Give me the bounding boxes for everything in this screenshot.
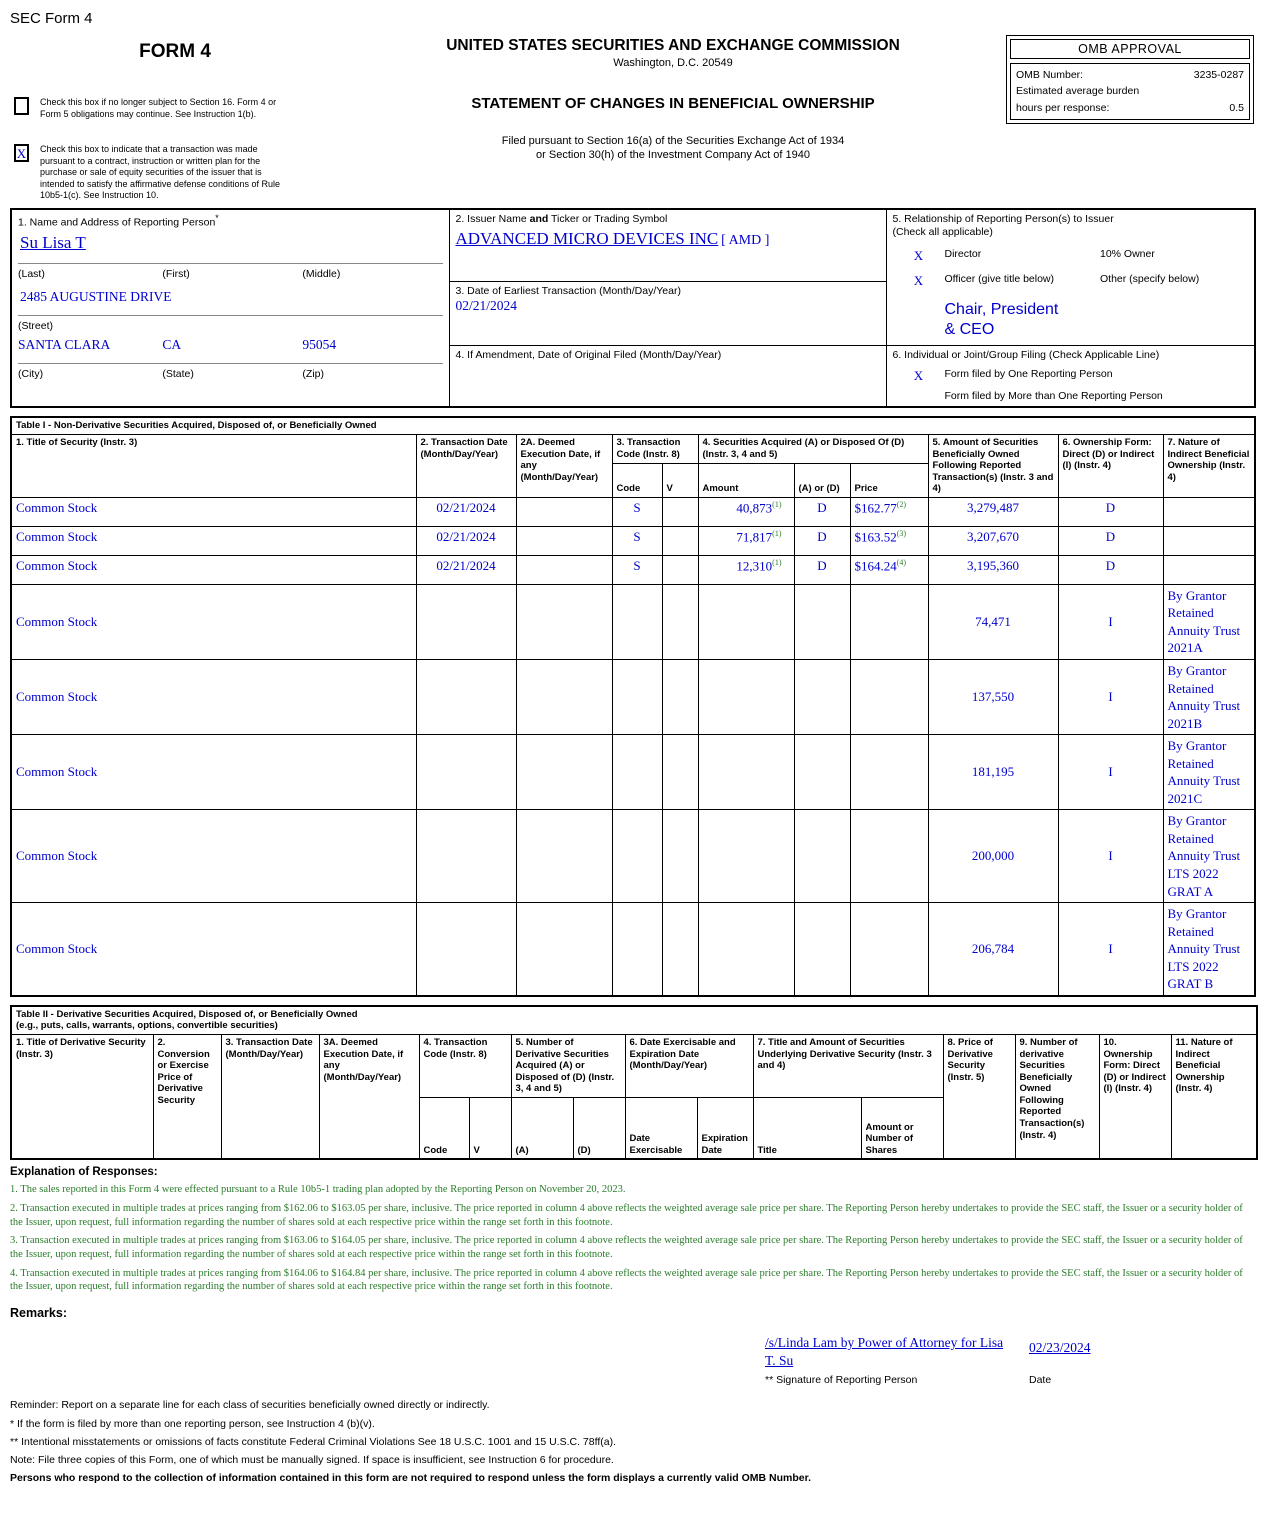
star-note: * If the form is filed by more than one reporting person, see Instruction 4 (b)(v).	[10, 1417, 375, 1430]
th-deriv-a: (A)	[511, 1097, 573, 1159]
owned-following: 74,471	[928, 584, 1058, 659]
owned-following: 3,279,487	[928, 497, 1058, 526]
ownership-form: I	[1058, 903, 1163, 996]
price	[850, 660, 928, 735]
table-row	[11, 735, 1255, 810]
city-value: SANTA CLARA	[18, 337, 111, 353]
section16-checkbox[interactable]	[14, 97, 29, 115]
reporting-person-cell	[11, 209, 449, 408]
omb-number-label: OMB Number:	[1016, 69, 1084, 81]
th-deriv-transaction-code: 4. Transaction Code (Instr. 8)	[419, 1035, 511, 1098]
security-title: Common Stock	[11, 660, 416, 735]
zip-label: (Zip)	[302, 368, 324, 381]
last-label: (Last)	[18, 268, 45, 281]
amount: 40,873$^{(1)}$	[698, 497, 794, 526]
a-or-d	[794, 584, 850, 659]
code-v	[662, 526, 698, 555]
ticker-symbol: AMD	[728, 232, 762, 248]
one-person-checkbox[interactable]: X	[913, 368, 924, 384]
price	[850, 903, 928, 996]
filing-type-cell	[886, 346, 1255, 408]
director-checkbox[interactable]: X	[913, 247, 924, 263]
amount	[698, 903, 794, 996]
transaction-date	[416, 903, 516, 996]
transaction-date	[416, 735, 516, 810]
th-deemed-execution-date: 2A. Deemed Execution Date, if any (Month/Day/Year)	[516, 434, 612, 497]
transaction-date: 02/21/2024	[416, 497, 516, 526]
a-or-d: D	[794, 497, 850, 526]
transaction-date	[416, 660, 516, 735]
header-left-column	[10, 31, 340, 202]
table1-title: Table I - Non-Derivative Securities Acquired, Disposed of, or Beneficially Owned	[11, 417, 1255, 434]
ownership-form: I	[1058, 660, 1163, 735]
reporting-person-name-link[interactable]: Su Lisa T	[20, 233, 86, 253]
transaction-code: S	[612, 497, 662, 526]
form-header	[10, 31, 1254, 202]
street-value: 2485 AUGUSTINE DRIVE	[20, 289, 172, 305]
remarks-heading: Remarks:	[10, 1305, 67, 1320]
city-label: (City)	[18, 368, 44, 381]
security-title: Common Stock	[11, 555, 416, 584]
table-row	[11, 555, 1255, 584]
reporting-person-label: 1. Name and Address of Reporting Person*	[18, 212, 219, 229]
omb-number-value: 3235-0287	[1193, 69, 1244, 81]
zip-value: 95054	[302, 337, 337, 353]
th-deriv-d: (D)	[573, 1097, 625, 1159]
filing-type-label: 6. Individual or Joint/Group Filing (Check Applicable Line)	[892, 349, 1160, 362]
nature-indirect: By Grantor Retained Annuity Trust 2021A	[1163, 584, 1255, 659]
ownership-form: I	[1058, 584, 1163, 659]
signature-label: ** Signature of Reporting Person	[765, 1374, 918, 1387]
a-or-d	[794, 660, 850, 735]
more-person-label: Form filed by More than One Reporting Person	[944, 390, 1163, 403]
nature-indirect: By Grantor Retained Annuity Trust LTS 2022 GRAT B	[1163, 903, 1255, 996]
statement-title: STATEMENT OF CHANGES IN BENEFICIAL OWNERSHIP	[471, 95, 875, 112]
th-securities-acquired-disposed: 4. Securities Acquired (A) or Disposed Of (D) (Instr. 3, 4 and 5)	[698, 434, 928, 463]
deemed-date	[516, 497, 612, 526]
th-v: V	[662, 463, 698, 497]
th-deriv-price: 8. Price of Derivative Security (Instr. 5)	[943, 1035, 1015, 1160]
transaction-code: S	[612, 555, 662, 584]
relationship-cell	[886, 209, 1255, 346]
amount	[698, 660, 794, 735]
th-underlying-amount: Amount or Number of Shares	[861, 1097, 943, 1159]
th-date-exercisable: Date Exercisable	[625, 1097, 697, 1159]
owned-following: 3,207,670	[928, 526, 1058, 555]
double-star-note: ** Intentional misstatements or omissions of facts constitute Federal Criminal Violations See 18 U.S.C. 1001 and 15 U.S.C. 78ff(a).	[10, 1435, 616, 1448]
th-deriv-title: 1. Title of Derivative Security (Instr. 3)	[11, 1035, 153, 1160]
code-v	[662, 497, 698, 526]
transaction-code	[612, 660, 662, 735]
amendment-cell	[449, 346, 886, 408]
persons-respond-note: Persons who respond to the collection of information contained in this form are not required to respond unless the form displays a currently valid OMB Number.	[10, 1472, 812, 1485]
officer-checkbox[interactable]: X	[913, 272, 924, 288]
th-nature-indirect: 7. Nature of Indirect Beneficial Ownership (Instr. 4)	[1163, 434, 1255, 497]
table2-derivative	[10, 1005, 1258, 1161]
th-a-or-d: (A) or (D)	[794, 463, 850, 497]
code-v	[662, 660, 698, 735]
omb-approval-box	[1006, 35, 1254, 124]
earliest-transaction-label: 3. Date of Earliest Transaction (Month/Day/Year)	[455, 285, 681, 298]
agency-title: UNITED STATES SECURITIES AND EXCHANGE COMMISSION	[446, 37, 900, 54]
security-title: Common Stock	[11, 584, 416, 659]
header-center-column	[348, 31, 998, 202]
a-or-d	[794, 810, 850, 903]
th-deriv-nature-indirect: 11. Nature of Indirect Beneficial Ownership (Instr. 4)	[1171, 1035, 1257, 1160]
earliest-transaction-cell	[449, 282, 886, 346]
th-deriv-code: Code	[419, 1097, 469, 1159]
table-row	[11, 660, 1255, 735]
code-v	[662, 584, 698, 659]
price: $162.77$^{(2)}$	[850, 497, 928, 526]
a-or-d: D	[794, 555, 850, 584]
nature-indirect: By Grantor Retained Annuity Trust LTS 2022 GRAT A	[1163, 810, 1255, 903]
page-title: SEC Form 4	[10, 10, 93, 27]
table1-non-derivative	[10, 416, 1256, 997]
code-v	[662, 555, 698, 584]
security-title: Common Stock	[11, 735, 416, 810]
nature-indirect: By Grantor Retained Annuity Trust 2021B	[1163, 660, 1255, 735]
owned-following: 137,550	[928, 660, 1058, 735]
amount	[698, 584, 794, 659]
security-title: Common Stock	[11, 810, 416, 903]
divider	[18, 315, 443, 316]
code-v	[662, 735, 698, 810]
divider	[18, 263, 443, 264]
table2-title: Table II - Derivative Securities Acquired, Disposed of, or Beneficially Owned (e.g., puts, calls, warrants, options, convertible securities)	[11, 1006, 1257, 1035]
th-date-exercisable-expiration: 6. Date Exercisable and Expiration Date (Month/Day/Year)	[625, 1035, 753, 1098]
deemed-date	[516, 526, 612, 555]
th-underlying-title: Title	[753, 1097, 861, 1159]
officer-label: Officer (give title below)	[944, 272, 1055, 285]
relationship-label: 5. Relationship of Reporting Person(s) to Issuer (Check all applicable)	[892, 212, 1114, 238]
omb-burden-value: 0.5	[1229, 101, 1244, 114]
filer-info-table	[10, 208, 1256, 409]
earliest-transaction-date: 02/21/2024	[455, 298, 518, 314]
price	[850, 735, 928, 810]
issuer-name-link[interactable]: ADVANCED MICRO DEVICES INC	[455, 228, 719, 248]
amount	[698, 735, 794, 810]
signature-date-link[interactable]: 02/23/2024	[1029, 1339, 1091, 1355]
reminder-note: Reminder: Report on a separate line for each class of securities beneficially owned directly or indirectly.	[10, 1399, 490, 1412]
th-expiration-date: Expiration Date	[697, 1097, 753, 1159]
th-amount: Amount	[698, 463, 794, 497]
a-or-d: D	[794, 526, 850, 555]
deemed-date	[516, 810, 612, 903]
middle-label: (Middle)	[302, 268, 341, 281]
transaction-code	[612, 810, 662, 903]
transaction-code: S	[612, 526, 662, 555]
transaction-code	[612, 903, 662, 996]
other-label: Other (specify below)	[1100, 272, 1200, 285]
th-deriv-ownership-form: 10. Ownership Form: Direct (D) or Indirect (I) (Instr. 4)	[1099, 1035, 1171, 1160]
th-deriv-number-acquired: 5. Number of Derivative Securities Acquired (A) or Disposed of (D) (Instr. 3, 4 and 5)	[511, 1035, 625, 1098]
security-title: Common Stock	[11, 497, 416, 526]
ownership-form: D	[1058, 526, 1163, 555]
form-title: FORM 4	[139, 41, 211, 62]
th-deriv-transaction-date: 3. Transaction Date (Month/Day/Year)	[221, 1035, 319, 1160]
table-row	[11, 497, 1255, 526]
price: $163.52$^{(3)}$	[850, 526, 928, 555]
owned-following: 3,195,360	[928, 555, 1058, 584]
rule10b51-checkbox-row	[14, 144, 340, 202]
state-value: CA	[162, 337, 182, 353]
agency-address: Washington, D.C. 20549	[613, 57, 733, 69]
nature-indirect	[1163, 526, 1255, 555]
amendment-label: 4. If Amendment, Date of Original Filed (Month/Day/Year)	[455, 349, 722, 362]
th-transaction-date: 2. Transaction Date (Month/Day/Year)	[416, 434, 516, 497]
omb-title: OMB APPROVAL	[1010, 39, 1250, 59]
th-title-of-security: 1. Title of Security (Instr. 3)	[11, 434, 416, 497]
one-person-label: Form filed by One Reporting Person	[944, 368, 1113, 381]
owned-following: 206,784	[928, 903, 1058, 996]
table-row	[11, 810, 1255, 903]
footnote-4: 4. Transaction executed in multiple trades at prices ranging from $164.06 to $164.84 per share, inclusive. The price reported in column 4 above reflects the weighted average sale price per share. The Reporting Person hereby undertakes to provide the SEC staff, the Issuer or a security holder of the Issuer, upon request, full information regarding the number of shares sold at each respective price within the range set forth in this footnote.	[10, 1267, 1243, 1293]
th-code: Code	[612, 463, 662, 497]
code-v	[662, 810, 698, 903]
ownership-form: I	[1058, 735, 1163, 810]
nature-indirect	[1163, 555, 1255, 584]
header-right-column	[1006, 31, 1254, 202]
signature-block	[765, 1334, 1185, 1386]
transaction-code	[612, 735, 662, 810]
nature-indirect: By Grantor Retained Annuity Trust 2021C	[1163, 735, 1255, 810]
more-person-checkbox[interactable]	[893, 390, 945, 403]
transaction-date	[416, 584, 516, 659]
th-deriv-v: V	[469, 1097, 511, 1159]
nature-indirect	[1163, 497, 1255, 526]
ownership-form: D	[1058, 555, 1163, 584]
th-underlying-securities: 7. Title and Amount of Securities Underlying Derivative Security (Instr. 3 and 4)	[753, 1035, 943, 1098]
divider	[18, 363, 443, 364]
th-conversion-price: 2. Conversion or Exercise Price of Derivative Security	[153, 1035, 221, 1160]
section16-checkbox-label: Check this box if no longer subject to Section 16. Form 4 or Form 5 obligations may continue. See Instruction 1(b).	[40, 97, 277, 119]
filed-pursuant-text: Filed pursuant to Section 16(a) of the Securities Exchange Act of 1934 or Section 30(h) of the Investment Company Act of 1940	[501, 135, 845, 162]
code-v	[662, 903, 698, 996]
amount	[698, 810, 794, 903]
security-title: Common Stock	[11, 903, 416, 996]
transaction-date: 02/21/2024	[416, 555, 516, 584]
table-row	[11, 903, 1255, 996]
footnote-1: 1. The sales reported in this Form 4 were effected pursuant to a Rule 10b5-1 trading plan adopted by the Reporting Person on November 20, 2023.	[10, 1184, 626, 1196]
th-deriv-deemed-date: 3A. Deemed Execution Date, if any (Month/Day/Year)	[319, 1035, 419, 1160]
a-or-d	[794, 903, 850, 996]
footnote-2: 2. Transaction executed in multiple trades at prices ranging from $162.06 to $163.05 per share, inclusive. The price reported in column 4 above reflects the weighted average sale price per share. The Reporting Person hereby undertakes to provide the SEC staff, the Issuer or a security holder of the Issuer, upon request, full information regarding the number of shares sold at each respective price within the range set forth in this footnote.	[10, 1203, 1243, 1228]
transaction-date	[416, 810, 516, 903]
transaction-date: 02/21/2024	[416, 526, 516, 555]
ten-percent-owner-label: 10% Owner	[1100, 247, 1155, 260]
deemed-date	[516, 555, 612, 584]
rule10b51-checkbox-label: Check this box to indicate that a transaction was made pursuant to a contract, instruction or written plan for the purchase or sale of equity securities of the issuer that is intended to satisfy the affirmative defense conditions of Rule 10b5-1(c). See Instruction 10.	[40, 144, 280, 201]
table-row	[11, 584, 1255, 659]
signature-link[interactable]: /s/Linda Lam by Power of Attorney for Lisa T. Su	[765, 1334, 1004, 1369]
omb-body	[1010, 63, 1250, 120]
omb-burden-label-2: hours per response:	[1016, 101, 1110, 114]
state-label: (State)	[162, 368, 194, 381]
ownership-form: D	[1058, 497, 1163, 526]
security-title: Common Stock	[11, 526, 416, 555]
table-row	[11, 526, 1255, 555]
deemed-date	[516, 584, 612, 659]
explanation-heading: Explanation of Responses:	[10, 1166, 158, 1179]
first-label: (First)	[162, 268, 190, 281]
ownership-form: I	[1058, 810, 1163, 903]
deemed-date	[516, 903, 612, 996]
price	[850, 584, 928, 659]
amount: 12,310$^{(1)}$	[698, 555, 794, 584]
issuer-cell: 2. Issuer Name and Ticker or Trading Symbol ADVANCED MICRO DEVICES INC [ AMD ]	[449, 209, 886, 282]
price	[850, 810, 928, 903]
deemed-date	[516, 735, 612, 810]
footnote-3: 3. Transaction executed in multiple trades at prices ranging from $163.06 to $164.05 per share, inclusive. The price reported in column 4 above reflects the weighted average sale price per share. The Reporting Person hereby undertakes to provide the SEC staff, the Issuer or a security holder of the Issuer, upon request, full information regarding the number of shares sold at each respective price within the range set forth in this footnote.	[10, 1235, 1243, 1260]
price: $164.24$^{(4)}$	[850, 555, 928, 584]
date-label: Date	[1029, 1374, 1052, 1387]
street-label: (Street)	[18, 320, 54, 333]
th-price: Price	[850, 463, 928, 497]
amount: 71,817$^{(1)}$	[698, 526, 794, 555]
th-deriv-owned-following: 9. Number of derivative Securities Beneficially Owned Following Reported Transaction(s) (Instr. 4)	[1015, 1035, 1099, 1160]
transaction-code	[612, 584, 662, 659]
issuer-label: 2. Issuer Name and Ticker or Trading Symbol	[455, 212, 668, 225]
th-transaction-code: 3. Transaction Code (Instr. 8)	[612, 434, 698, 463]
owned-following: 200,000	[928, 810, 1058, 903]
director-label: Director	[944, 247, 982, 260]
a-or-d	[794, 735, 850, 810]
officer-title-value: Chair, President & CEO	[944, 300, 1059, 338]
owned-following: 181,195	[928, 735, 1058, 810]
th-amount-owned-following: 5. Amount of Securities Beneficially Owned Following Reported Transaction(s) (Instr. 3 and 4)	[928, 434, 1058, 497]
copies-note: Note: File three copies of this Form, one of which must be manually signed. If space is insufficient, see Instruction 6 for procedure.	[10, 1453, 614, 1466]
rule10b51-checkbox[interactable]: X	[14, 144, 29, 162]
section16-checkbox-row	[14, 97, 340, 120]
deemed-date	[516, 660, 612, 735]
omb-burden-label: Estimated average burden	[1016, 85, 1140, 98]
th-ownership-form: 6. Ownership Form: Direct (D) or Indirect (I) (Instr. 4)	[1058, 434, 1163, 497]
